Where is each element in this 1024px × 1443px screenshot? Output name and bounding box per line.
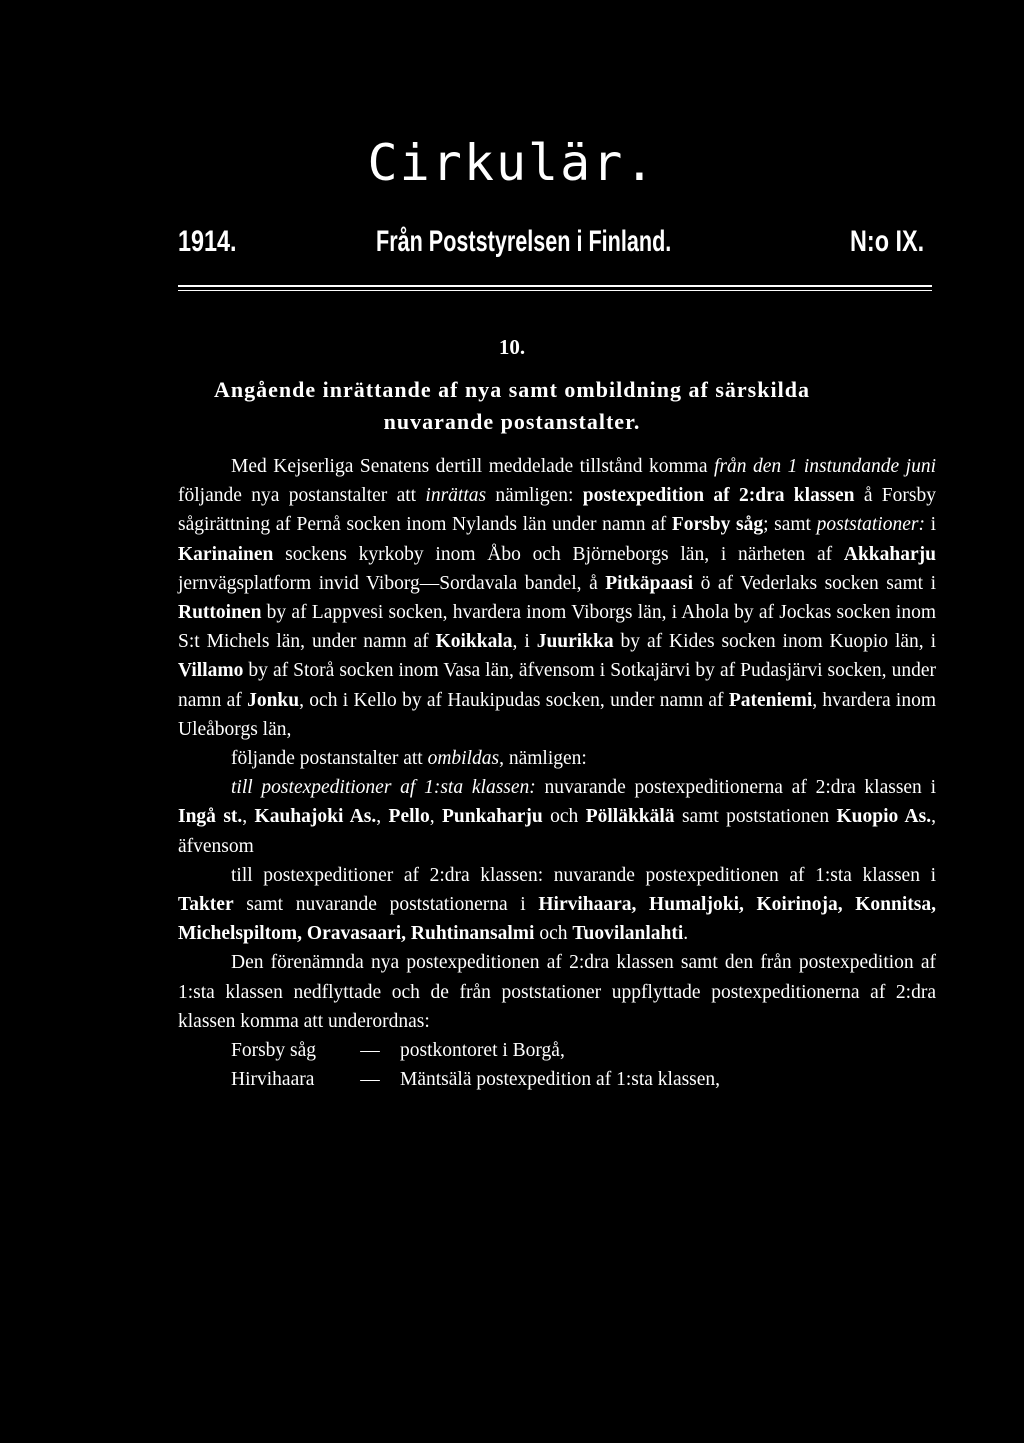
paragraph-reorganize-intro: följande postanstalter att ombildas, nämligen:: [231, 748, 587, 770]
list-item-target: postkontoret i Borgå,: [400, 1040, 565, 1062]
paragraph-subordination: Den förenämnda nya postexpeditionen af 2:dra klassen samt den från postexpedition af 1:sta klassen nedflyttade och de från poststationer uppflyttade postexpeditionerna af 2:dra klassen komma att underordnas:: [178, 952, 936, 1032]
header-number: N:o IX.: [850, 225, 925, 258]
section-heading-line2: nuvarande postanstalter.: [383, 409, 641, 434]
header-year: 1914.: [178, 225, 237, 258]
section-number: 10.: [498, 335, 526, 359]
paragraph-first-class: till postexpeditioner af 1:sta klassen: nuvarande postexpeditionerna af 2:dra klassen i Ingå st., Kauhajoki As., Pello, Punkaharju och Pölläkkälä samt poststationen Kuopio As., äfvensom: [178, 777, 936, 857]
header-issuer: Från Poststyrelsen i Finland.: [376, 225, 672, 258]
list-item-dash: —: [360, 1069, 380, 1091]
section-heading-line1: Angående inrättande af nya samt ombildning af särskilda: [214, 377, 810, 402]
document-title: Cirkulär.: [367, 134, 657, 192]
header-rule: [178, 285, 932, 287]
list-item-name: Hirvihaara: [231, 1069, 315, 1091]
list-item-dash: —: [360, 1040, 380, 1062]
list-item: [178, 1065, 936, 1094]
list-item-name: Forsby såg: [231, 1040, 317, 1062]
paragraph-new-offices: Med Kejserliga Senatens dertill meddelade tillstånd komma från den 1 instundande juni följande nya postanstalter att inrättas nämligen: postexpedition af 2:dra klassen å Forsby sågirättning af Pernå socken inom Nylands län under namn af Forsby såg; samt poststationer: i Karinainen sockens kyrkoby inom Åbo och Björneborgs län, i närheten af Akkaharju jernvägsplatform invid Viborg—Sordavala bandel, å Pitkäpaasi ö af Vederlaks socken samt i Ruttoinen by af Lappvesi socken, hvardera inom Viborgs län, i Ahola by af Jockas socken inom S:t Michels län, under namn af Koikkala, i Juurikka by af Kides socken inom Kuopio län, i Villamo by af Storå socken inom Vasa län, äfvensom i Sotkajärvi by af Pudasjärvi socken, under namn af Jonku, och i Kello by af Haukipudas socken, under namn af Pateniemi, hvardera inom Uleåborgs län,: [178, 456, 937, 740]
header-rule-thin: [178, 290, 932, 291]
list-item-target: Mäntsälä postexpedition af 1:sta klassen,: [400, 1069, 721, 1091]
document-body: [178, 452, 936, 1094]
list-item: [178, 1036, 936, 1065]
subordination-list: [178, 1036, 936, 1094]
paragraph-second-class: till postexpeditioner af 2:dra klassen: nuvarande postexpeditionen af 1:sta klassen i Takter samt nuvarande poststationerna i Hirvihaara, Humaljoki, Koirinoja, Konnitsa, Michelspiltom, Oravasaari, Ruhtinansalmi och Tuovilanlahti.: [178, 864, 937, 945]
